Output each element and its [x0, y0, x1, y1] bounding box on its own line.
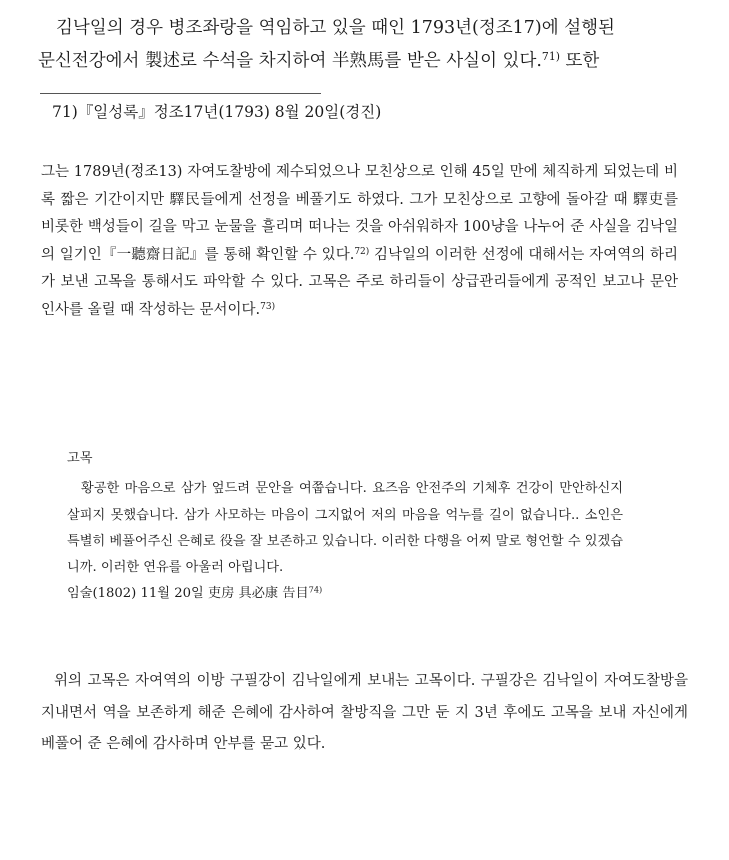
letter-closing-text: 임술(1802) 11월 20일 吏房 具必康 告目 [67, 586, 309, 602]
top-paragraph [38, 12, 714, 78]
top-paragraph-line-2-tail: 또한 [559, 51, 600, 71]
letter-title: 고목 [67, 451, 93, 466]
footnote-ref-73[interactable]: 73) [260, 302, 276, 313]
footnote-71: 71)『일성록』정조17년(1793) 8월 20일(경진) [52, 103, 382, 121]
body-paragraph [41, 159, 678, 325]
footnote-divider [40, 93, 321, 94]
letter-closing [67, 581, 623, 607]
body-paragraph-text-b: 김낙일의 이러한 선정에 대해서는 자여역의 하리가 보낸 고목을 통해서도 파악할 수 있다. 고목은 주로 하리들이 상급관리들에게 공적인 보고나 문안인사를 올릴 때 작성하는 문서이다. [41, 246, 678, 318]
top-paragraph-line-2-text: 문신전강에서 製述로 수석을 차지하여 半熟馬를 받은 사실이 있다. [38, 51, 542, 71]
letter-body: 황공한 마음으로 삼가 엎드려 문안을 여쭙습니다. 요즈음 안전주의 기체후 건강이 만안하신지 살피지 못했습니다. 삼가 사모하는 마음이 그지없어 저의 마음을 억누를 길이 없습니다.. 소인은 특별히 베풀어주신 은혜로 役을 잘 보존하고 있습니다. 이러한 다행을 어찌 말로 형언할 수 있겠습니까. 이러한 연유를 아울러 아립니다. [67, 481, 623, 576]
final-paragraph: 위의 고목은 자여역의 이방 구필강이 김낙일에게 보내는 고목이다. 구필강은 김낙일이 자여도찰방을 지내면서 역을 보존하게 해준 은혜에 감사하여 찰방직을 그만 둔 지 3년 후에도 고목을 보내 자신에게 베풀어 준 은혜에 감사하며 안부를 묻고 있다. [41, 673, 688, 752]
letter-quote-block [67, 446, 623, 608]
top-paragraph-line-1: 김낙일의 경우 병조좌랑을 역임하고 있을 때인 1793년(정조17)에 설행된 [56, 18, 615, 38]
footnote-ref-74[interactable]: 74) [308, 584, 323, 595]
body-paragraph-text-a: 그는 1789년(정조13) 자여도찰방에 제수되었으나 모친상으로 인해 45일 만에 체직하게 되었는데 비록 짧은 기간이지만 驛民들에게 선정을 베풀기도 하였다. 그가 모친상으로 고향에 돌아갈 때 驛吏를 비롯한 백성들이 길을 막고 눈물을 흘리며 떠나는 것을 아쉬워하자 100냥을 나누어 준 사실을 김낙일의 일기인『一聽齋日記』를 통해 확인할 수 있다. [41, 164, 678, 263]
footnote-ref-72[interactable]: 72) [354, 246, 370, 257]
footnote-ref-71[interactable]: 71) [541, 50, 560, 64]
top-paragraph-line-2 [38, 45, 714, 78]
